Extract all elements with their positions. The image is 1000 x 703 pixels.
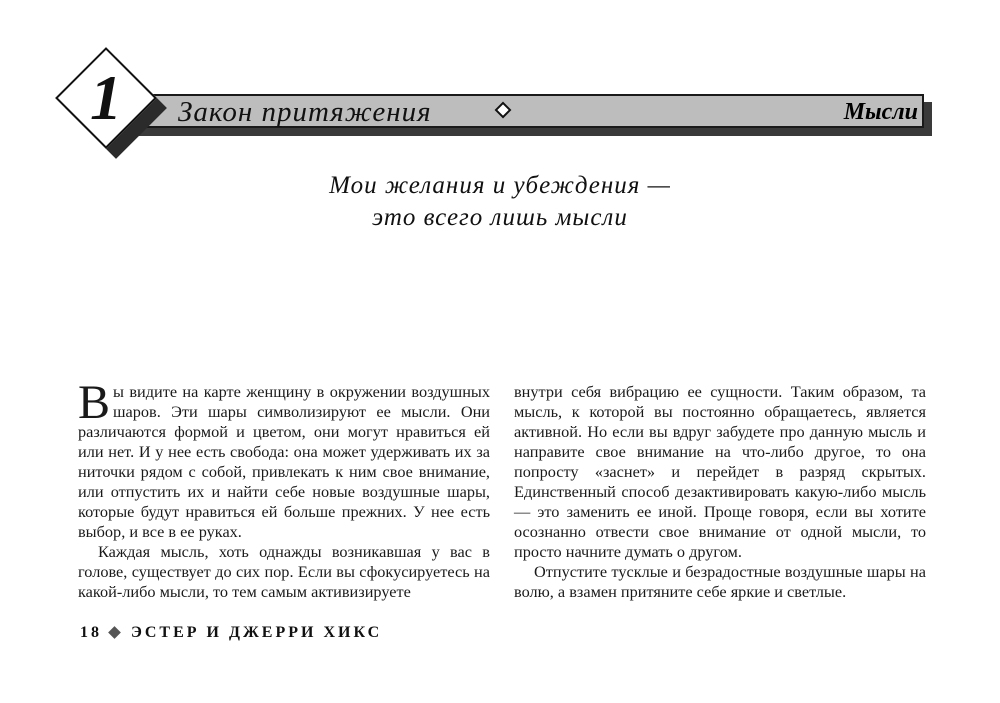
text-column-right (514, 382, 926, 602)
page-number: 18 (80, 624, 102, 641)
footer-authors: ЭСТЕР И ДЖЕРРИ ХИКС (131, 624, 383, 641)
footer-diamond-icon (108, 626, 121, 639)
text-column-left (78, 376, 490, 602)
paragraph-2-continued: внутри себя вибрацию ее сущности. Таким образом, та мысль, к которой вы постоянно обращаетесь, является активной. Но если вы вдруг забудете про данную мысль и направите свое внимание на что-либо другое, то она попросту «заснет» и перейдет в разряд скрытых. Единственный способ дезактивировать какую-либо мысль — это заменить ее иной. Проще говоря, если вы хотите осознанно отвести свое внимание от одной мысли, то просто начните думать о другом. (514, 382, 926, 561)
paragraph-2: Каждая мысль, хоть однажды возникавшая у вас в голове, существует до сих пор. Если вы сфокусируетесь на какой-либо мысли, то тем самым активизируете (78, 542, 490, 601)
page-footer (80, 624, 382, 642)
section-label: Мысли (843, 99, 918, 125)
chapter-number: 1 (90, 62, 122, 133)
paragraph-1-text: ы видите на карте женщину в окружении воздушных шаров. Эти шары символизируют ее мысли. Они различаются формой и цветом, они могут нравиться ей или нет. И у нее есть свобода: она может удерживать их за ниточки рядом с собой, привлекать к ним свое внимание, или отпустить их и найти себе новые воздушные шары, которые будут нравиться ей больше прежних. У нее есть выбор, и все в ее руках. (78, 382, 490, 541)
paragraph-3: Отпустите тусклые и безрадостные воздушные шары на волю, а взамен притяните себе яркие и светлые. (514, 562, 926, 601)
subtitle-line-2: это всего лишь мысли (372, 204, 628, 231)
paragraph-1 (78, 376, 490, 542)
drop-cap: В (78, 376, 111, 429)
chapter-title: Закон притяжения (178, 96, 432, 128)
subtitle-line-1: Мои желания и убеждения — (329, 172, 671, 199)
